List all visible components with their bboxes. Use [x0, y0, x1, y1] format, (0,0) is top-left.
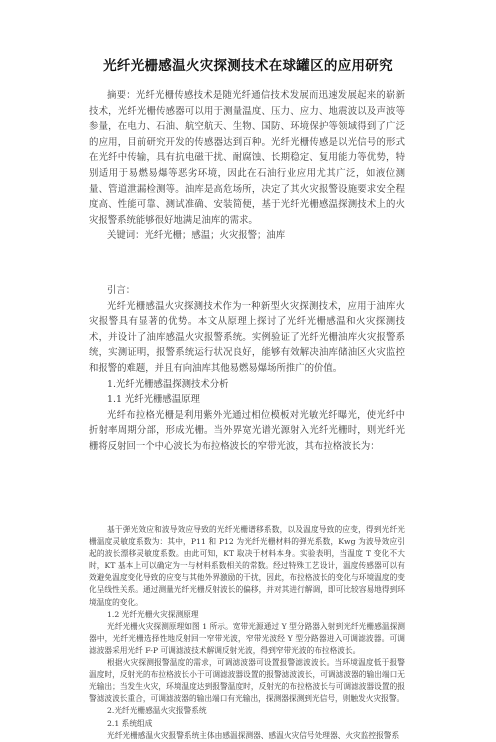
section-1-heading: 1.光纤光栅感温探测技术分析 [107, 378, 229, 390]
introduction-section [89, 283, 405, 455]
formula-placeholder [89, 474, 405, 522]
section-1-2-text: 光纤光栅火灾探测原理如图 1 所示。宽带光源通过 Y 型分路器入射到光纤光栅感温探测器中，光纤光栅选择性地反射回一窄带光波，窄带光波经 Y 型分路器进入可调滤波器。可调滤波器采用光纤 F-P 可调滤波技术解调反射光波，得到窄带光波的布拉格波长。 [89, 621, 405, 655]
abstract-section [89, 88, 405, 244]
section-1-1-heading: 1.1 光纤光栅感温原理 [107, 394, 200, 406]
section-1-1-text-2: 基于弹光效应和波导效应导致的光纤光栅谱移系数，以及温度导致的应变，得到光纤光栅温度灵敏度系数为：其中，P11 和 P12 为光纤光栅材料的弹光系数，Kwg 为波导效应引起的波长漂移灵敏度系数。由此可知，KT 取决于材料本身。实验表明，当温度 T 变化不大时，KT 基本上可以确定为一与材料系数相关的常数。经过特殊工艺设计，温度传感器可以有效避免温度变化导致的应变与其他外界激励的干扰，因此，布拉格波长的变化与环境温度的变化呈线性关系。通过测量光纤光栅反射波长的偏移，并对其进行解调，即可比较容易地得到环境温度的变化。 [89, 525, 405, 607]
intro-text: 光纤光栅感温火灾探测技术作为一种新型火灾探测技术，应用于油库火灾报警具有显著的优势。本文从原理上探讨了光纤光栅感温和火灾探测技术，并设计了油库感温火灾报警系统。实例验证了光纤光栅油库火灾报警系统，实测证明，报警系统运行状况良好，能够有效解决油库储油区火灾监控和报警的难题，并且有向油库其他易燃易爆场所推广的价值。 [89, 300, 405, 374]
section-2-1-text: 光纤光栅感温火灾报警系统主体由感温探测器、感温火灾信号处理器、火灾监控报警系 [107, 730, 400, 740]
section-2-1-heading: 2.1 系统组成 [107, 718, 153, 728]
section-1-2-heading: 1.2 光纤光栅火灾探测原理 [107, 609, 199, 619]
keywords-line: 关键词：光纤光栅；感温；火灾报警；油库 [107, 230, 286, 242]
abstract-text: 摘要：光纤光栅传感技术是随光纤通信技术发展而迅速发展起来的崭新技术，光纤光栅传感器可以用于测量温度、压力、应力、地震波以及声波等参量，在电力、石油、航空航天、生物、国防、环境保护等领域得到了广泛的应用，目前研究开发的传感器达到百种。光纤光栅传感是以光信号的形式在光纤中传输，具有抗电磁干扰、耐腐蚀、长期稳定、复用能力等优势，特别适用于易燃易爆等恶劣环境，因此在石油行业应用尤其广泛，如液位测量、管道泄漏检测等。油库是高危场所，决定了其火灾报警设施要求安全程度高、性能可靠、测试准确、安装简便，基于光纤光栅感温探测技术上的火灾报警系统能够很好地满足油库的需求。 [89, 90, 405, 226]
section-1-2-text-2: 根据火灾探测报警温度的需求，可调滤波器可设置报警滤波波长。当环境温度低于报警温度时，反射光的布拉格波长小于可调滤波器设置的报警滤波波长，可调滤波器的输出端口无光输出；当发生火灾，环境温度达到报警温度时，反射光的布拉格波长与可调滤波器设置的报警滤波波长重合，可调滤波器的输出端口有光输出，探测器探测到光信号，则触发火灾报警。 [89, 658, 405, 704]
body-section [89, 524, 405, 742]
page-title: 光纤光栅感温火灾探测技术在球罐区的应用研究 [103, 58, 393, 74]
section-1-1-text: 光纤布拉格光栅是利用紫外光通过相位模板对光敏光纤曝光，使光纤中折射率周期分部，形成光栅。当外界宽光谱光源射入光纤光栅时，则光纤光栅将反射回一个中心波长为布拉格波长的窄带光波，其布拉格波长为： [89, 409, 405, 452]
intro-heading: 引言： [107, 285, 136, 296]
section-2-heading: 2.光纤光栅感温火灾报警系统 [107, 706, 207, 716]
